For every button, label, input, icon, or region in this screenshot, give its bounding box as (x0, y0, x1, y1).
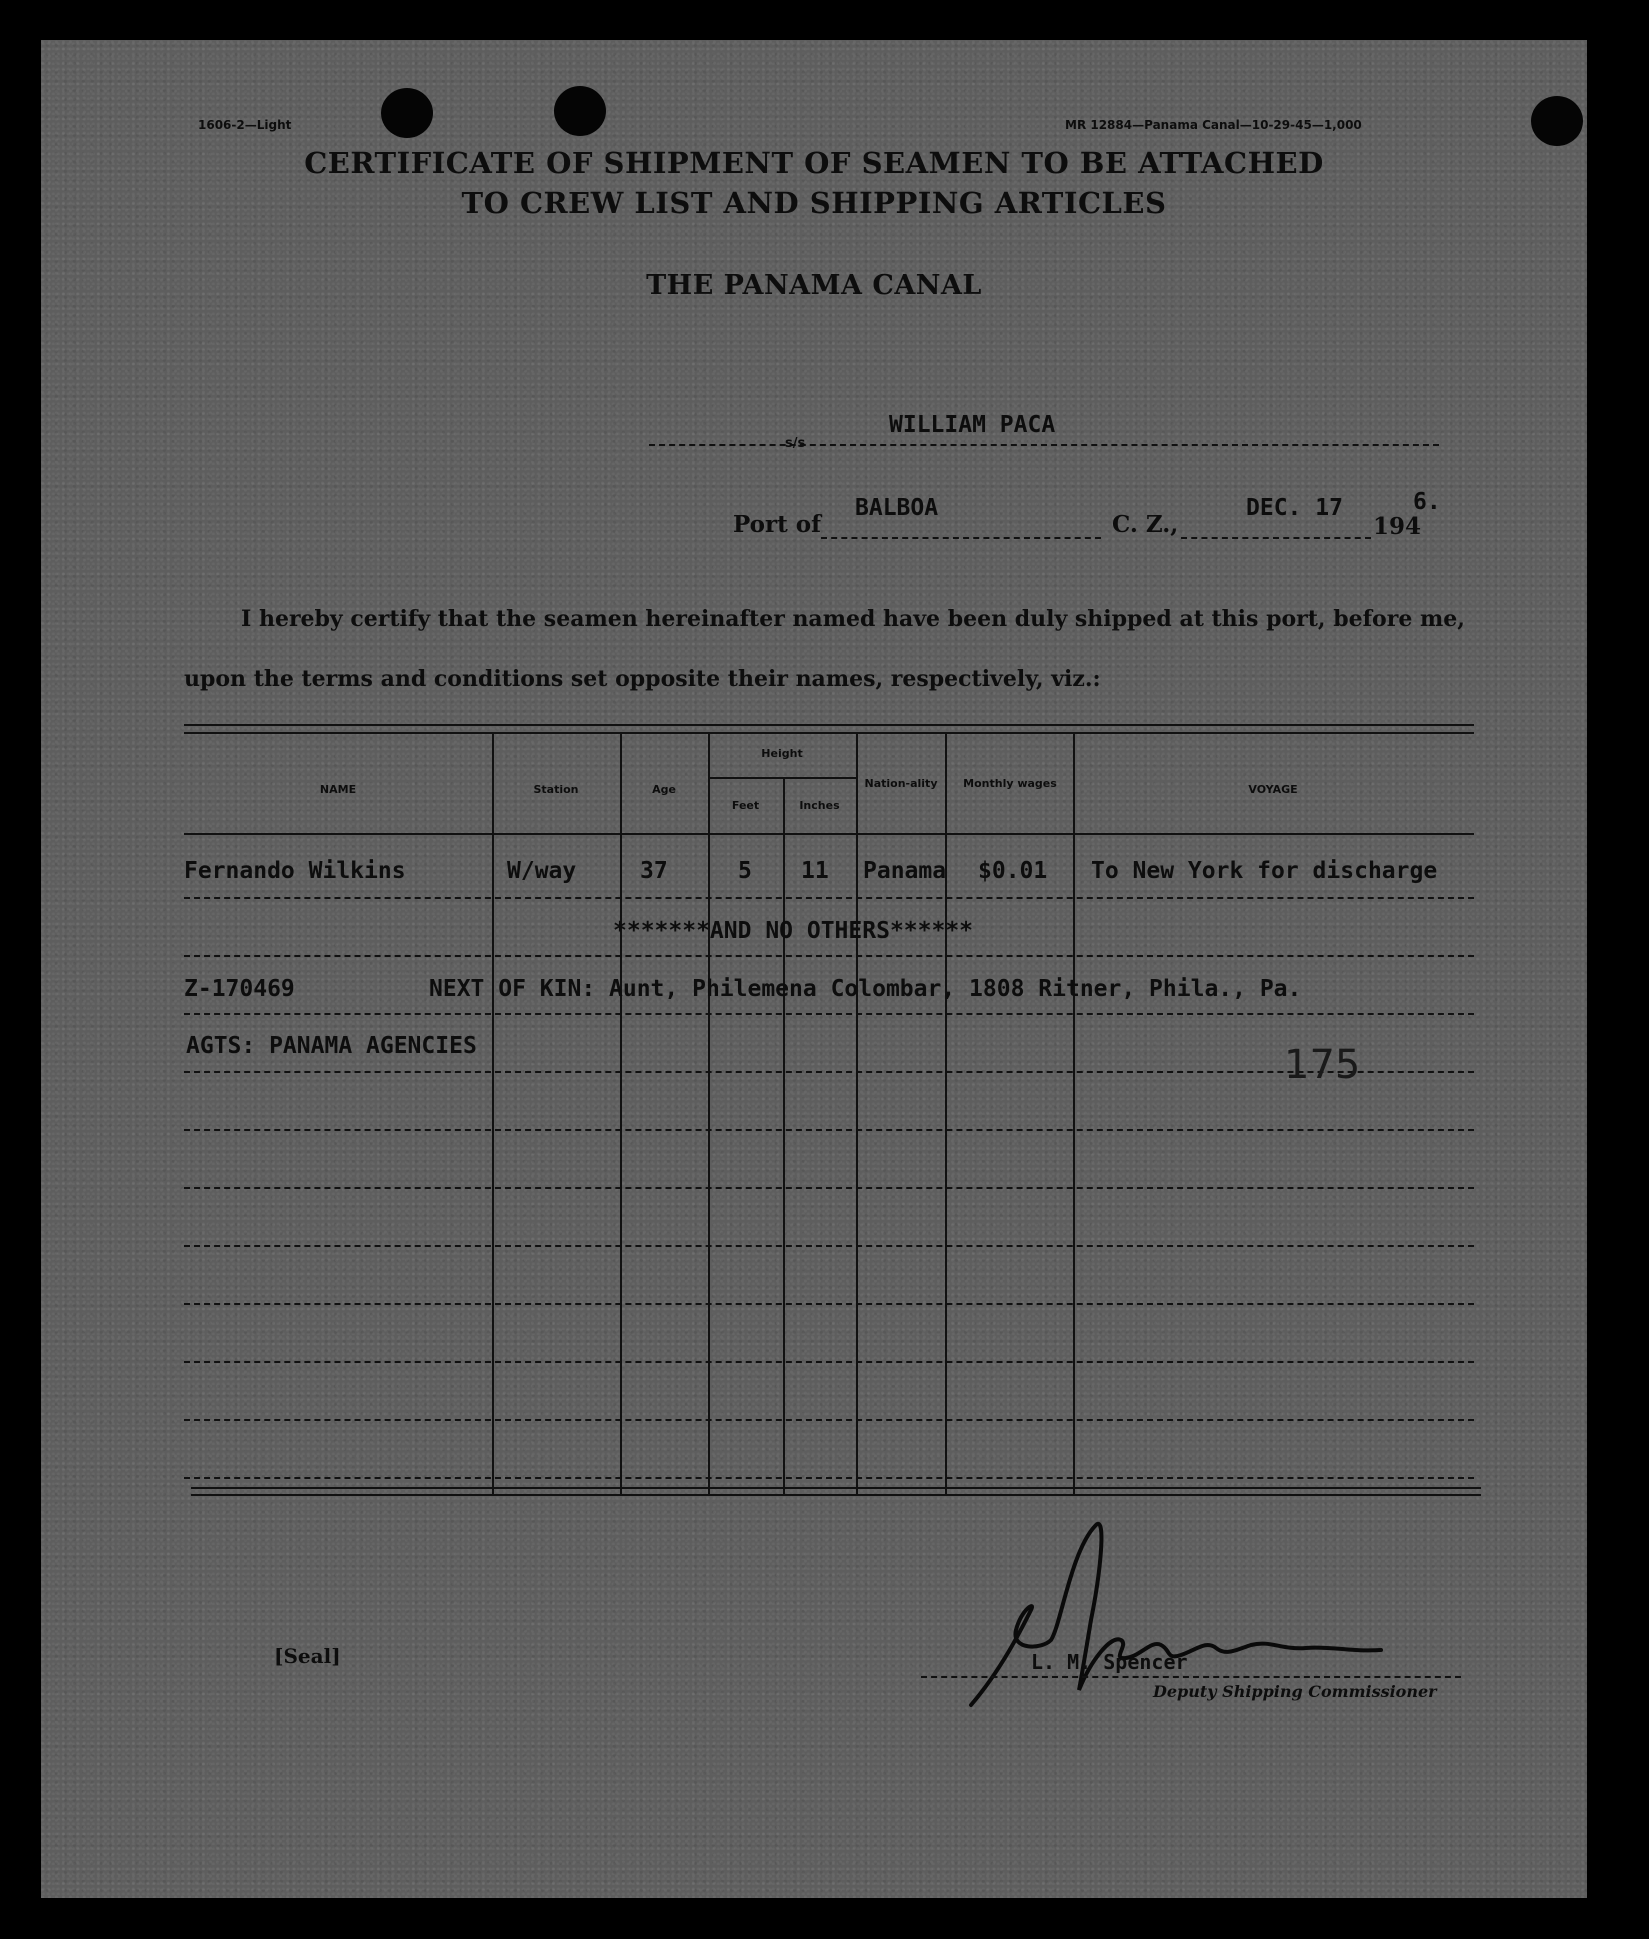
punch-hole (554, 86, 606, 136)
table-bottom-rule (191, 1487, 1481, 1489)
header-nationality: Nation-ality (864, 777, 938, 790)
row-line (184, 1245, 1474, 1247)
punch-hole (381, 88, 433, 138)
table-top-rule (184, 732, 1474, 734)
seaman-voyage: To New York for discharge (1091, 858, 1438, 884)
row-line (184, 1303, 1474, 1305)
column-divider (945, 732, 947, 1494)
row-line (184, 1361, 1474, 1363)
row-line (184, 955, 1474, 957)
form-subtitle: THE PANAMA CANAL (646, 270, 982, 301)
table-top-rule (184, 724, 1474, 726)
seal-label: [Seal] (274, 1644, 341, 1668)
print-code: MR 12884—Panama Canal—10-29-45—1,000 (1065, 118, 1362, 132)
certification-line2: upon the terms and conditions set opposite their names, respectively, viz.: (184, 666, 1101, 692)
row-line (184, 1013, 1474, 1015)
agents-line: AGTS: PANAMA AGENCIES (186, 1033, 477, 1059)
column-divider (708, 732, 710, 1494)
commissioner-title: Deputy Shipping Commissioner (1153, 1682, 1437, 1701)
table-bottom-rule (191, 1494, 1481, 1496)
header-station: Station (533, 783, 579, 796)
column-divider (856, 732, 858, 1494)
certificate-document (41, 40, 1587, 1898)
row-line (184, 1419, 1474, 1421)
column-divider (620, 732, 622, 1494)
year-suffix: 6. (1413, 489, 1441, 515)
row-line (184, 1071, 1474, 1073)
commissioner-name: L. M. Spencer (1031, 1650, 1188, 1674)
row-line (184, 1187, 1474, 1189)
row-line (184, 1477, 1474, 1479)
header-feet: Feet (731, 799, 760, 812)
port-label: Port of (733, 511, 822, 538)
vessel-line (649, 444, 1439, 446)
form-title-line2: TO CREW LIST AND SHIPPING ARTICLES (461, 186, 1167, 220)
header-bottom-rule (184, 833, 1474, 835)
header-inches: Inches (799, 799, 840, 812)
vessel-name: WILLIAM PACA (889, 412, 1056, 438)
date-value: DEC. 17 (1246, 495, 1343, 521)
seaman-wages: $0.01 (978, 858, 1048, 884)
date-line (1181, 537, 1371, 539)
seaman-age: 37 (640, 858, 668, 884)
header-age: Age (652, 783, 676, 796)
vessel-prefix: s/s (785, 436, 806, 451)
year-prefix: 194 (1373, 513, 1422, 540)
seaman-name: Fernando Wilkins (184, 858, 406, 884)
seaman-height-inches: 11 (801, 858, 829, 884)
row-line (184, 897, 1474, 899)
form-number: 1606-2—Light (198, 118, 292, 132)
row-line (184, 1129, 1474, 1131)
next-of-kin: NEXT OF KIN: Aunt, Philemena Colombar, 1808 Ritner, Phila., Pa. (429, 976, 1302, 1002)
signature-line (921, 1676, 1461, 1678)
seaman-nationality: Panama (863, 858, 947, 884)
port-line (821, 537, 1101, 539)
seaman-station: W/way (507, 858, 577, 884)
seaman-id-number: Z-170469 (184, 976, 295, 1002)
header-voyage: VOYAGE (1248, 783, 1298, 796)
no-others-line: *******AND NO OTHERS****** (613, 918, 974, 944)
port-name: BALBOA (855, 495, 939, 521)
column-divider (1073, 732, 1075, 1494)
form-title-line1: CERTIFICATE OF SHIPMENT OF SEAMEN TO BE ATTACHED (304, 146, 1324, 180)
handwritten-number: 175 (1284, 1042, 1361, 1088)
column-divider (783, 778, 785, 1494)
header-height: Height (761, 747, 803, 760)
header-wages: Monthly wages (963, 777, 1057, 790)
seaman-height-feet: 5 (738, 858, 752, 884)
header-name: NAME (319, 783, 357, 796)
canal-zone-label: C. Z., (1112, 511, 1179, 538)
column-divider (492, 732, 494, 1494)
punch-hole (1531, 96, 1583, 146)
certification-line1: I hereby certify that the seamen hereinafter named have been duly shipped at this port, before me, (241, 606, 1465, 632)
